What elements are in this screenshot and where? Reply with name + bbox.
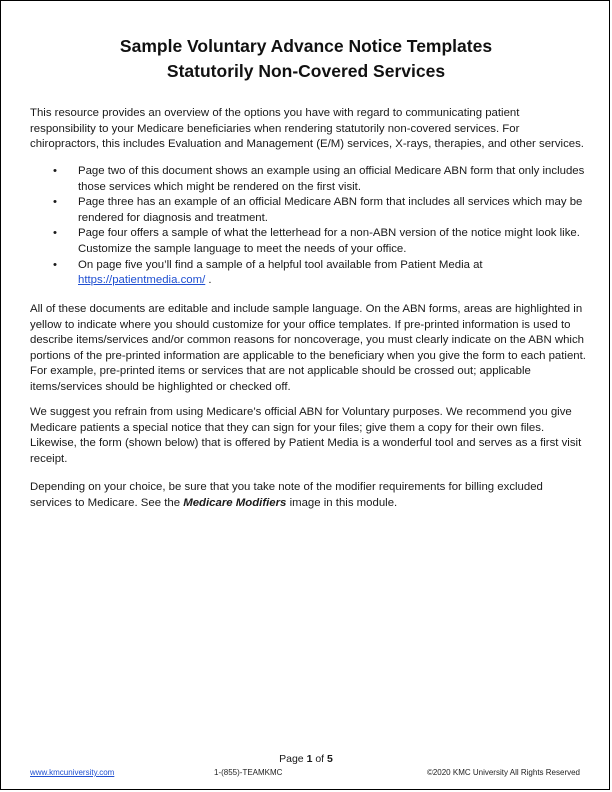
website-link[interactable]: www.kmcuniversity.com xyxy=(30,768,115,777)
page-of: of xyxy=(312,753,328,765)
bullet-text-end: . xyxy=(205,274,212,287)
bullet-text: Page three has an example of an official Medicare ABN form that includes all services which may be rendered for diagnosis and treatment. xyxy=(78,196,583,224)
list-item xyxy=(30,164,586,195)
modifiers-text: Depending on your choice, be sure that you take note of the modifier requirements for billing excluded services to Medicare. See the xyxy=(30,481,543,509)
page-title-line2: Statutorily Non-Covered Services xyxy=(166,61,446,81)
list-item xyxy=(30,195,586,226)
paragraph-voluntary: We suggest you refrain from using Medicare’s official ABN for Voluntary purposes. We recommend you give Medicare patients a special notice that they can sign for your files; give them a copy for their own files. Likewise, the form (shown below) that is offered by Patient Media is a wonderful tool and serves as a first visit receipt. xyxy=(30,406,582,465)
bullet-text: Page four offers a sample of what the letterhead for a non-ABN version of the notice might look like. Customize the sample language to meet the needs of your office. xyxy=(78,227,580,255)
patientmedia-link[interactable]: https://patientmedia.com/ xyxy=(78,274,206,287)
bullet-text: Page two of this document shows an example using an official Medicare ABN form that only includes those services which might be rendered on the first visit. xyxy=(78,165,585,193)
footer-copyright: ©2020 KMC University All Rights Reserved xyxy=(426,768,580,777)
bullet-text: On page five you’ll find a sample of a helpful tool available from Patient Media at xyxy=(78,258,483,271)
intro-paragraph: This resource provides an overview of the options you have with regard to communicating patient responsibility to your Medicare beneficiaries when rendering statutorily non-covered services. For chiropractors, this includes Evaluation and Management (E/M) services, X-rays, therapies, and other services. xyxy=(30,107,584,151)
bullet-icon: • xyxy=(53,196,57,209)
paragraph-modifiers xyxy=(30,480,586,511)
page-title-line1: Sample Voluntary Advance Notice Templates xyxy=(119,36,493,56)
footer-website xyxy=(30,768,114,777)
medicare-modifiers-emphasis: Medicare Modifiers xyxy=(183,496,287,509)
bullet-icon: • xyxy=(53,227,57,240)
bullet-list xyxy=(30,164,586,289)
bullet-icon: • xyxy=(53,165,57,177)
page-current: 1 xyxy=(306,753,313,765)
modifiers-text-end: image in this module. xyxy=(286,496,398,509)
page-total: 5 xyxy=(327,753,333,765)
bullet-icon: • xyxy=(53,258,57,271)
page-label: Page xyxy=(279,753,307,765)
page-number xyxy=(0,753,612,765)
list-item xyxy=(30,226,586,257)
paragraph-abn-forms: All of these documents are editable and include sample language. On the ABN forms, areas are highlighted in yellow to indicate where you should customize for your office templates. If pre-printed information is used to describe items/services and/or common reasons for noncoverage, you must clearly indicate on the ABN which portions of the pre-printed information are applicable to the beneficiary when you give the form to each patient. For example, pre-printed items or services that are not applicable should be crossed out; applicable items/services should be highlighted or checked off. xyxy=(30,303,586,393)
footer-phone: 1-(855)-TEAMKMC xyxy=(214,768,283,777)
list-item xyxy=(30,258,586,289)
